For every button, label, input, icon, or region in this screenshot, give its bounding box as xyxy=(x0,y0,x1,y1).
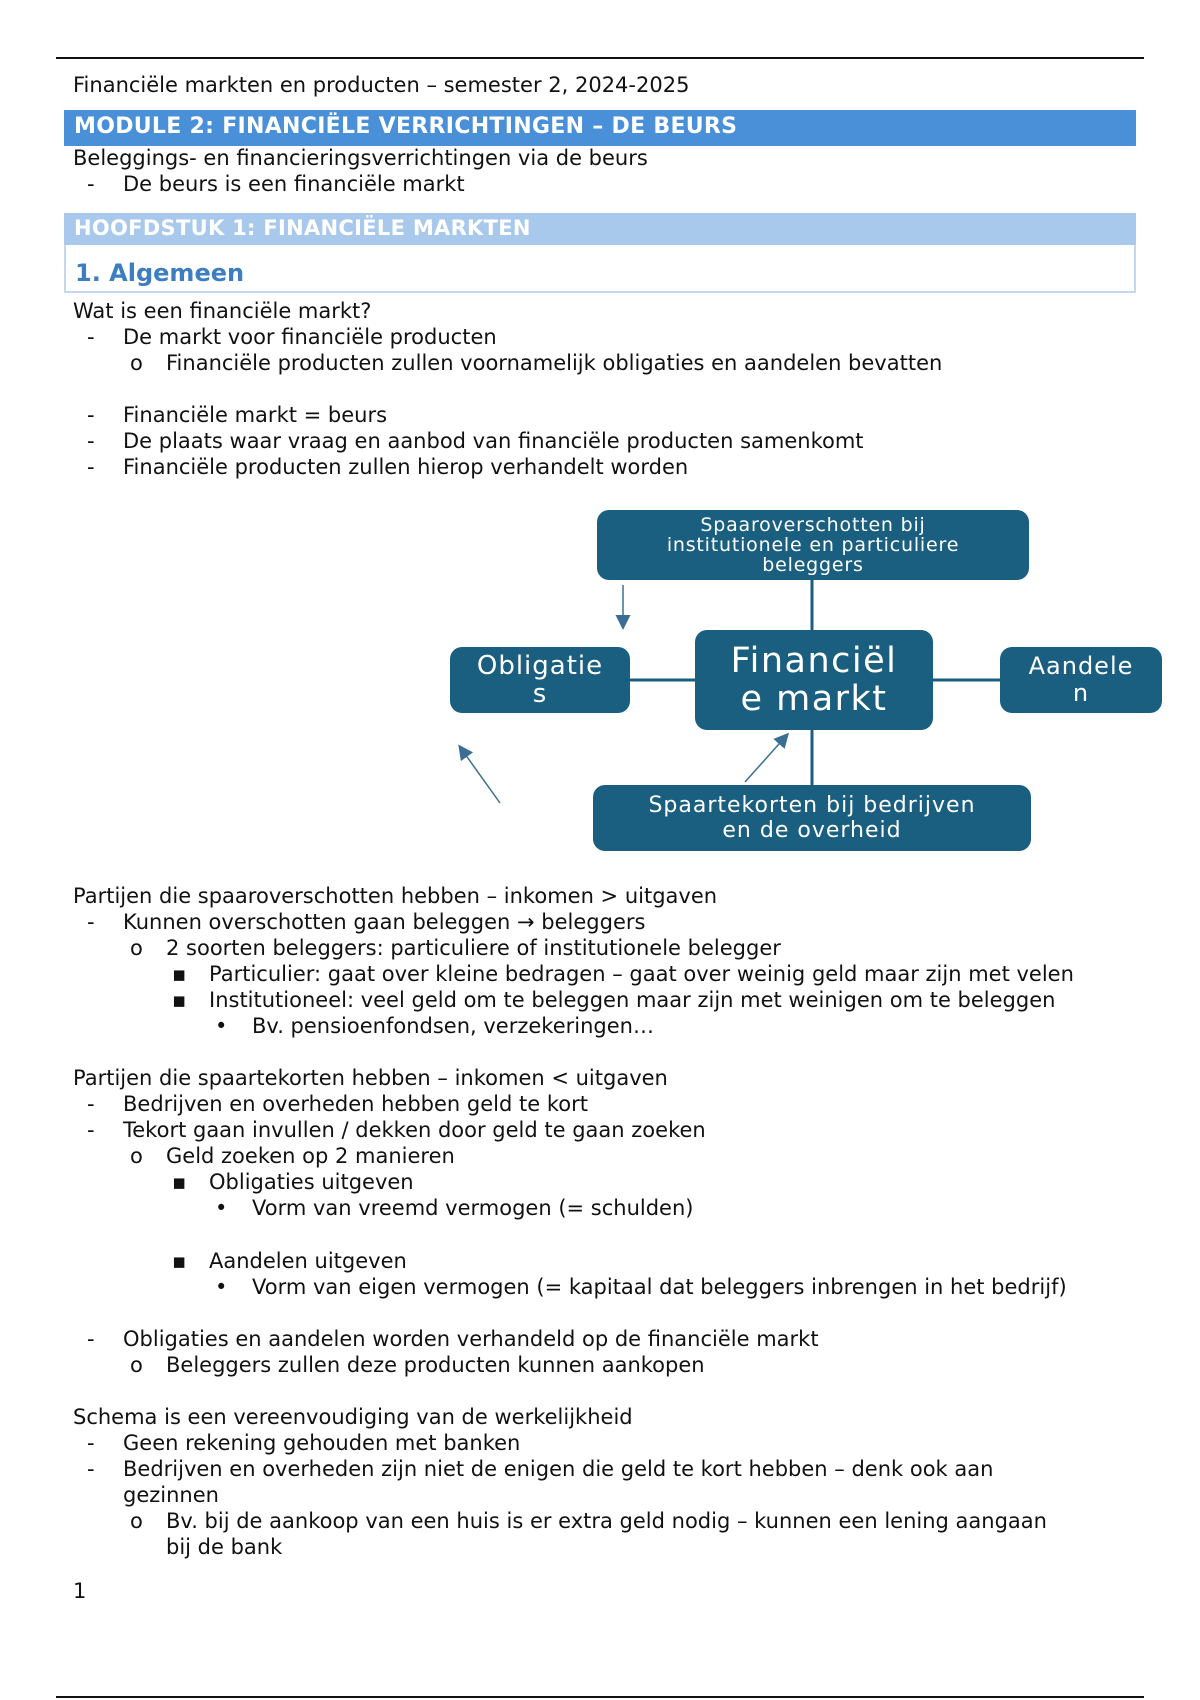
dash-bullet: - xyxy=(87,403,95,427)
node-line: n xyxy=(1072,679,1090,707)
dash-bullet: - xyxy=(87,1092,95,1116)
list-item: Bv. pensioenfondsen, verzekeringen… xyxy=(252,1014,654,1038)
list-item: Bv. bij de aankoop van een huis is er extra geld nodig – kunnen een lening aangaan xyxy=(166,1509,1047,1533)
node-line: Spaartekorten bij bedrijven xyxy=(648,793,976,818)
node-obligaties xyxy=(450,647,630,713)
arrow-up-left xyxy=(460,747,500,803)
paragraph-heading: Schema is een vereenvoudiging van de werkelijkheid xyxy=(73,1405,633,1429)
financial-market-diagram xyxy=(440,505,1170,860)
square-bullet: ▪ xyxy=(172,962,187,986)
dash-bullet: - xyxy=(87,1457,95,1481)
node-line: en de overheid xyxy=(722,818,902,843)
node-line: beleggers xyxy=(762,554,864,576)
list-item: De plaats waar vraag en aanbod van financiële producten samenkomt xyxy=(123,429,864,453)
node-line: Spaaroverschotten bij xyxy=(700,514,926,536)
list-item: Financiële producten zullen voornamelijk obligaties en aandelen bevatten xyxy=(166,351,943,375)
node-line: s xyxy=(532,679,548,709)
dot-bullet: • xyxy=(215,1275,228,1299)
list-item: 2 soorten beleggers: particuliere of institutionele belegger xyxy=(166,936,781,960)
square-bullet: ▪ xyxy=(172,1249,187,1273)
list-item: Vorm van eigen vermogen (= kapitaal dat beleggers inbrengen in het bedrijf) xyxy=(252,1275,1067,1299)
list-item: Tekort gaan invullen / dekken door geld te gaan zoeken xyxy=(123,1118,706,1142)
node-line: Aandele xyxy=(1028,652,1134,680)
dash-bullet: - xyxy=(87,1327,95,1351)
intro-item: De beurs is een financiële markt xyxy=(123,172,465,196)
square-bullet: ▪ xyxy=(172,988,187,1012)
circle-bullet: o xyxy=(130,1509,143,1533)
node-spaaroverschotten xyxy=(597,510,1029,580)
module-heading: MODULE 2: FINANCIËLE VERRICHTINGEN – DE BEURS xyxy=(64,110,1136,146)
list-item: Vorm van vreemd vermogen (= schulden) xyxy=(252,1196,694,1220)
square-bullet: ▪ xyxy=(172,1170,187,1194)
list-item: Obligaties uitgeven xyxy=(209,1170,414,1194)
node-aandelen xyxy=(1000,647,1162,713)
list-item-continuation: gezinnen xyxy=(123,1483,219,1507)
dash-bullet: - xyxy=(87,172,95,196)
dash-bullet: - xyxy=(87,1431,95,1455)
list-item-continuation: bij de bank xyxy=(166,1535,283,1559)
dash-bullet: - xyxy=(87,1118,95,1142)
dash-bullet: - xyxy=(87,455,95,479)
dash-bullet: - xyxy=(87,910,95,934)
list-item: Particulier: gaat over kleine bedragen – gaat over weinig geld maar zijn met velen xyxy=(209,962,1074,986)
node-line: Obligatie xyxy=(476,651,604,681)
list-item: Beleggers zullen deze producten kunnen aankopen xyxy=(166,1353,705,1377)
list-item: Institutioneel: veel geld om te beleggen maar zijn met weinigen om te beleggen xyxy=(209,988,1056,1012)
arrow-up-right xyxy=(745,735,787,782)
question-line: Wat is een financiële markt? xyxy=(73,299,372,323)
paragraph-heading: Partijen die spaaroverschotten hebben – inkomen > uitgaven xyxy=(73,884,718,908)
list-item: Financiële producten zullen hierop verhandelt worden xyxy=(123,455,689,479)
list-item: Bedrijven en overheden zijn niet de enigen die geld te kort hebben – denk ook aan xyxy=(123,1457,994,1481)
page-number: 1 xyxy=(73,1579,87,1603)
node-spaartekorten xyxy=(593,785,1031,851)
circle-bullet: o xyxy=(130,936,143,960)
section-heading: 1. Algemeen xyxy=(64,245,1136,293)
list-item: Kunnen overschotten gaan beleggen → beleggers xyxy=(123,910,646,934)
list-item: Bedrijven en overheden hebben geld te kort xyxy=(123,1092,588,1116)
document-header: Financiële markten en producten – semester 2, 2024-2025 xyxy=(73,73,690,97)
node-financiele-markt xyxy=(695,630,933,730)
list-item: Geen rekening gehouden met banken xyxy=(123,1431,521,1455)
bottom-rule xyxy=(56,1696,1144,1698)
circle-bullet: o xyxy=(130,1353,143,1377)
list-item: Financiële markt = beurs xyxy=(123,403,388,427)
node-line: e markt xyxy=(740,679,888,719)
node-line: institutionele en particuliere xyxy=(666,534,960,556)
list-item: De markt voor financiële producten xyxy=(123,325,497,349)
dash-bullet: - xyxy=(87,325,95,349)
paragraph-heading: Partijen die spaartekorten hebben – inkomen < uitgaven xyxy=(73,1066,668,1090)
intro-line: Beleggings- en financieringsverrichtingen via de beurs xyxy=(73,146,648,170)
top-rule xyxy=(56,57,1144,59)
list-item: Geld zoeken op 2 manieren xyxy=(166,1144,455,1168)
circle-bullet: o xyxy=(130,1144,143,1168)
dash-bullet: - xyxy=(87,429,95,453)
list-item: Obligaties en aandelen worden verhandeld op de financiële markt xyxy=(123,1327,819,1351)
node-line: Financiël xyxy=(730,641,898,681)
list-item: Aandelen uitgeven xyxy=(209,1249,407,1273)
dot-bullet: • xyxy=(215,1014,228,1038)
dot-bullet: • xyxy=(215,1196,228,1220)
chapter-heading: HOOFDSTUK 1: FINANCIËLE MARKTEN xyxy=(64,213,1136,245)
circle-bullet: o xyxy=(130,351,143,375)
